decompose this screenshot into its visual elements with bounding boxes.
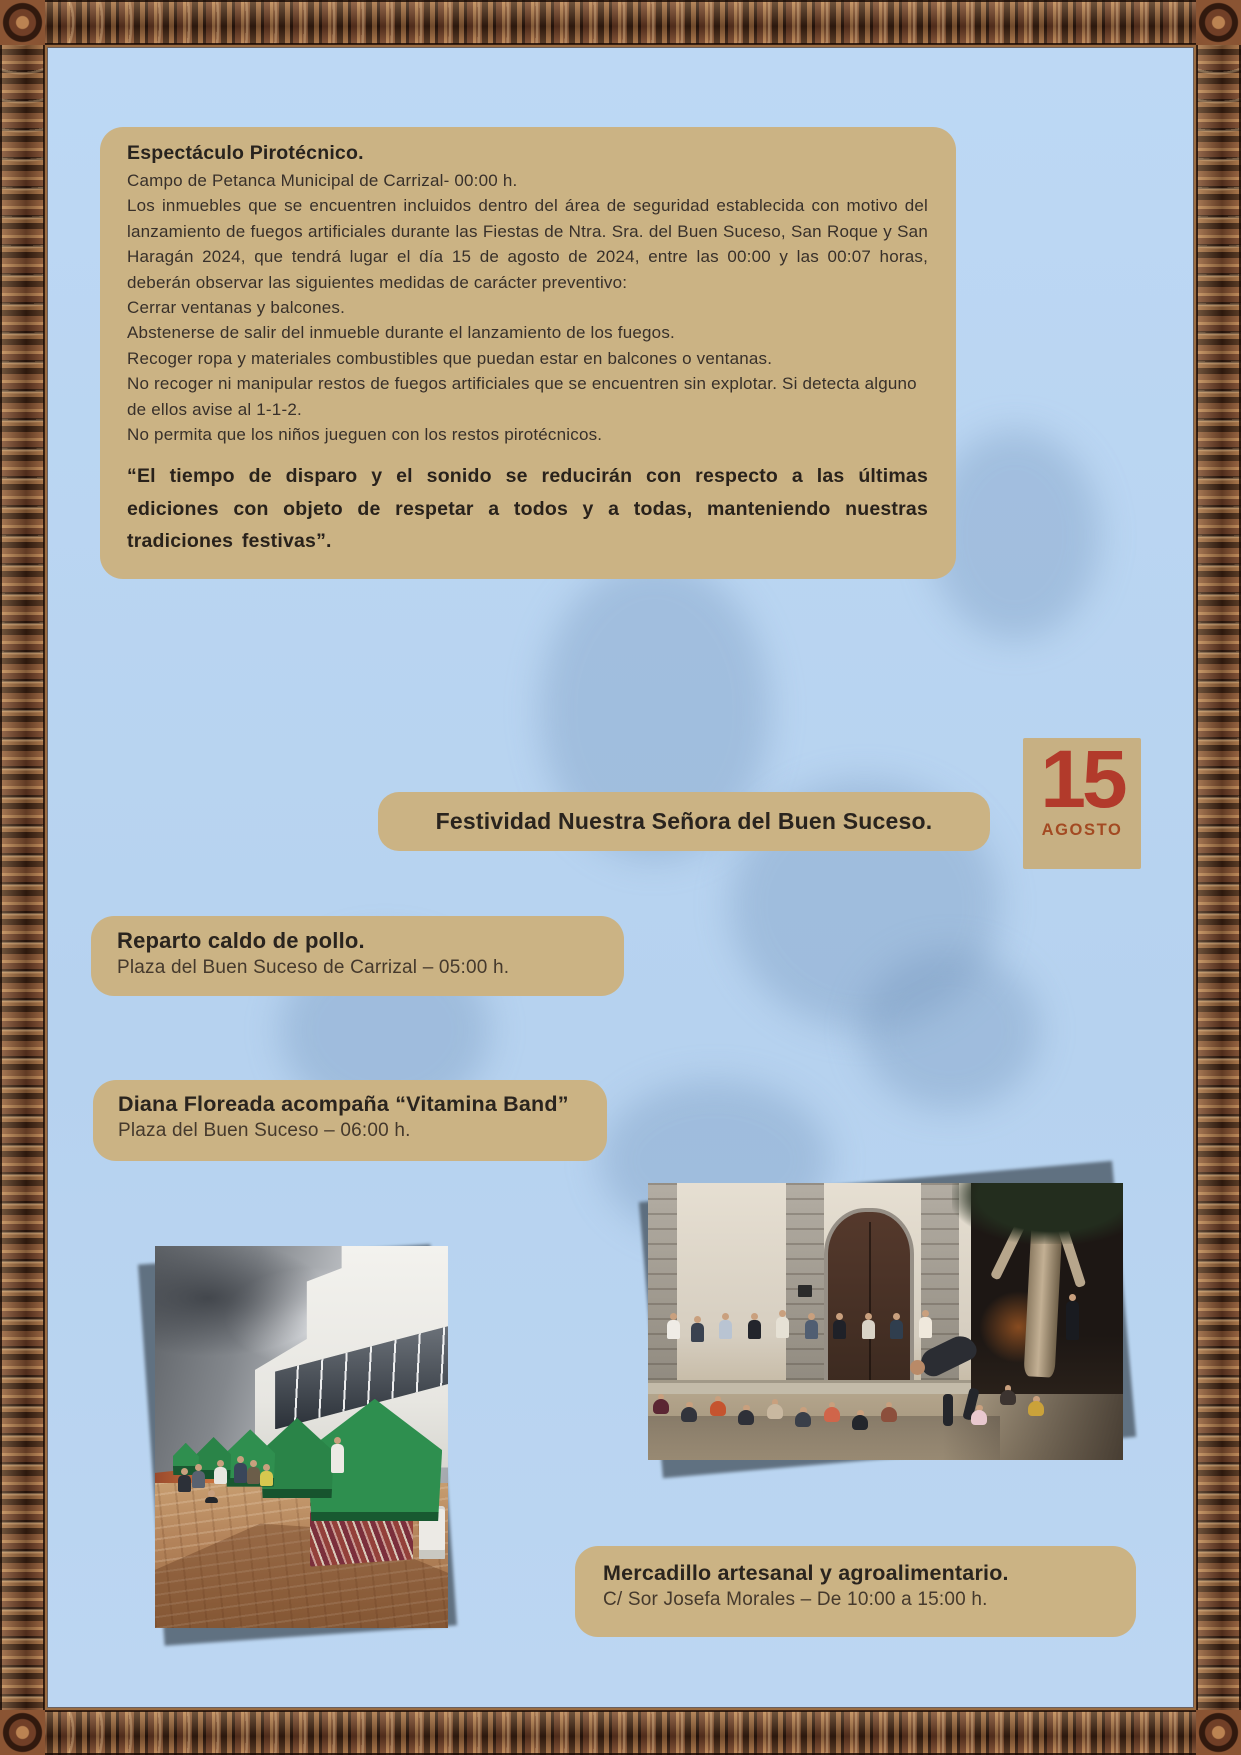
pyro-measure: Cerrar ventanas y balcones. xyxy=(127,298,346,318)
crowd-photo-scene xyxy=(648,1183,1123,1460)
pilaster-shape xyxy=(648,1183,677,1394)
pyro-measure: No permita que los niños jueguen con los restos pirotécnicos. xyxy=(127,425,603,445)
tree-canopy-shape xyxy=(952,1183,1123,1244)
person-shape xyxy=(919,1310,932,1338)
pyro-paragraph: Los inmuebles que se encuentren incluidos dentro del área de seguridad establecida con motivo del lanzamiento de fuegos artificiales durante las Fiestas de Ntra. Sra. del Buen Suceso, San Roque y San Haragán 2024, que tendrá lugar el día 15 de agosto de 2024, entre las 00:00 y las 00:07 horas, deberán observar las siguientes medidas de carácter preventivo: xyxy=(127,196,928,292)
festivity-banner xyxy=(378,792,990,851)
frame-top xyxy=(0,0,1241,45)
person-shape xyxy=(234,1456,247,1483)
frame-left xyxy=(0,0,45,1755)
frame-corner xyxy=(0,1710,45,1755)
frame-corner xyxy=(1196,0,1241,45)
plaque-shape xyxy=(798,1285,812,1296)
event-box-diana xyxy=(93,1080,607,1161)
date-badge xyxy=(1023,734,1141,869)
person-shape xyxy=(890,1313,903,1339)
pyro-location: Campo de Petanca Municipal de Carrizal- 00:00 h. xyxy=(127,171,518,190)
person-shape xyxy=(824,1402,840,1422)
person-shape xyxy=(767,1399,783,1419)
festivity-banner-label: Festividad Nuestra Señora del Buen Suceso. xyxy=(435,808,933,834)
event-detail: C/ Sor Josefa Morales – De 10:00 a 15:00 h. xyxy=(603,1589,988,1610)
person-shape xyxy=(852,1410,868,1430)
frame-right xyxy=(1196,0,1241,1755)
person-shape xyxy=(653,1394,669,1414)
person-shape xyxy=(776,1310,789,1338)
event-title: Mercadillo artesanal y agroalimentario. xyxy=(603,1561,1009,1585)
person-shape xyxy=(1028,1396,1044,1416)
person-shape xyxy=(738,1405,754,1425)
person-shape xyxy=(214,1460,227,1484)
crowd-photo xyxy=(648,1183,1123,1460)
pyrotechnic-notice-box xyxy=(100,127,956,579)
event-title: Diana Floreada acompaña “Vitamina Band” xyxy=(118,1092,569,1116)
person-shape xyxy=(719,1313,732,1339)
pyro-title: Espectáculo Pirotécnico. xyxy=(127,142,364,164)
event-detail: Plaza del Buen Suceso de Carrizal – 05:00 h. xyxy=(117,957,510,978)
person-shape xyxy=(681,1402,697,1422)
pyro-measure: Abstenerse de salir del inmueble durante el lanzamiento de los fuegos. xyxy=(127,323,675,343)
pyro-measure: No recoger ni manipular restos de fuegos artificiales que se encuentren sin explotar. Si detecta alguno de ellos avise al 1-1-2. xyxy=(127,374,917,419)
frame-corner xyxy=(0,0,45,45)
event-box-mercadillo xyxy=(575,1546,1136,1637)
person-shape xyxy=(667,1313,680,1339)
leg-shape xyxy=(943,1394,953,1426)
person-shape xyxy=(833,1313,846,1339)
person-shape xyxy=(971,1405,987,1425)
person-shape xyxy=(1066,1294,1079,1340)
pyro-measure: Recoger ropa y materiales combustibles que puedan estar en balcones o ventanas. xyxy=(127,348,773,368)
person-shape xyxy=(331,1437,344,1473)
market-photo xyxy=(155,1246,448,1628)
event-detail: Plaza del Buen Suceso – 06:00 h. xyxy=(118,1120,411,1141)
person-shape xyxy=(691,1316,704,1342)
frame-bottom xyxy=(0,1710,1241,1755)
person-shape xyxy=(260,1464,273,1486)
person-shape xyxy=(178,1468,191,1492)
date-badge-day: 15 xyxy=(1040,734,1124,825)
watermark-blob xyxy=(860,950,1040,1110)
person-shape xyxy=(710,1396,726,1416)
event-title: Reparto caldo de pollo. xyxy=(117,928,365,953)
person-shape xyxy=(881,1402,897,1422)
person-shape xyxy=(795,1407,811,1427)
person-shape xyxy=(748,1313,761,1339)
frame-corner xyxy=(1196,1710,1241,1755)
person-shape xyxy=(205,1490,218,1503)
event-box-reparto xyxy=(91,916,624,996)
arched-door-shape xyxy=(824,1208,914,1385)
person-shape xyxy=(1000,1385,1016,1405)
person-shape xyxy=(862,1313,875,1339)
person-shape xyxy=(192,1464,205,1488)
pyro-quote: “El tiempo de disparo y el sonido se reducirán con respecto a las últimas ediciones con objeto de respetar a todos y a todas, manteniendo nuestras tradiciones festivas”. xyxy=(127,465,928,553)
market-photo-scene xyxy=(155,1246,448,1628)
date-badge-month: AGOSTO xyxy=(1041,821,1123,839)
person-shape xyxy=(805,1313,818,1339)
person-shape xyxy=(247,1460,260,1484)
